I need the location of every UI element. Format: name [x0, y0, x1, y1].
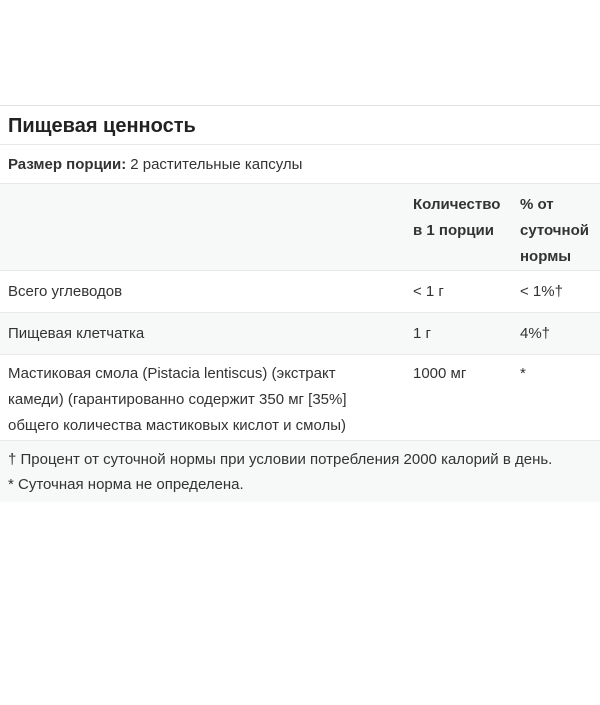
header-spacer-cell	[0, 184, 413, 270]
serving-size-row	[0, 145, 600, 184]
nutrient-amount: 1 г	[413, 325, 431, 342]
table-row-dietary-fiber	[0, 313, 600, 355]
table-header-row	[0, 184, 600, 271]
nutrient-name: Мастиковая смола (Pistacia lentiscus) (экстракт камеди) (гарантированно содержит 350 мг [35%] общего количества мастиковых кислот и смолы)	[8, 365, 347, 434]
nutrition-facts-panel	[0, 105, 600, 502]
serving-size-label: Размер порции:	[8, 156, 127, 173]
table-row-total-carbohydrate	[0, 271, 600, 313]
footnote-dv-not-established: * Суточная норма не определена.	[8, 476, 244, 493]
column-header-amount-per-serving: Количество в 1 порции	[413, 196, 501, 239]
nutrient-name: Пищевая клетчатка	[8, 325, 145, 342]
nutrient-amount: 1000 мг	[413, 365, 467, 382]
nutrient-daily-value: *	[520, 365, 526, 382]
footnotes-block	[0, 441, 600, 502]
serving-size-value: 2 растительные капсулы	[130, 156, 303, 173]
footnote-daily-value: † Процент от суточной нормы при условии потребления 2000 калорий в день.	[8, 451, 553, 468]
column-header-daily-value: % от суточной нормы	[520, 196, 589, 265]
nutrient-amount: < 1 г	[413, 283, 444, 300]
nutrient-daily-value: 4%†	[520, 325, 551, 342]
nutrient-name: Всего углеводов	[8, 283, 123, 300]
panel-title: Пищевая ценность	[0, 105, 600, 145]
table-row-mastic-gum	[0, 355, 600, 441]
nutrient-daily-value: < 1%†	[520, 283, 563, 300]
